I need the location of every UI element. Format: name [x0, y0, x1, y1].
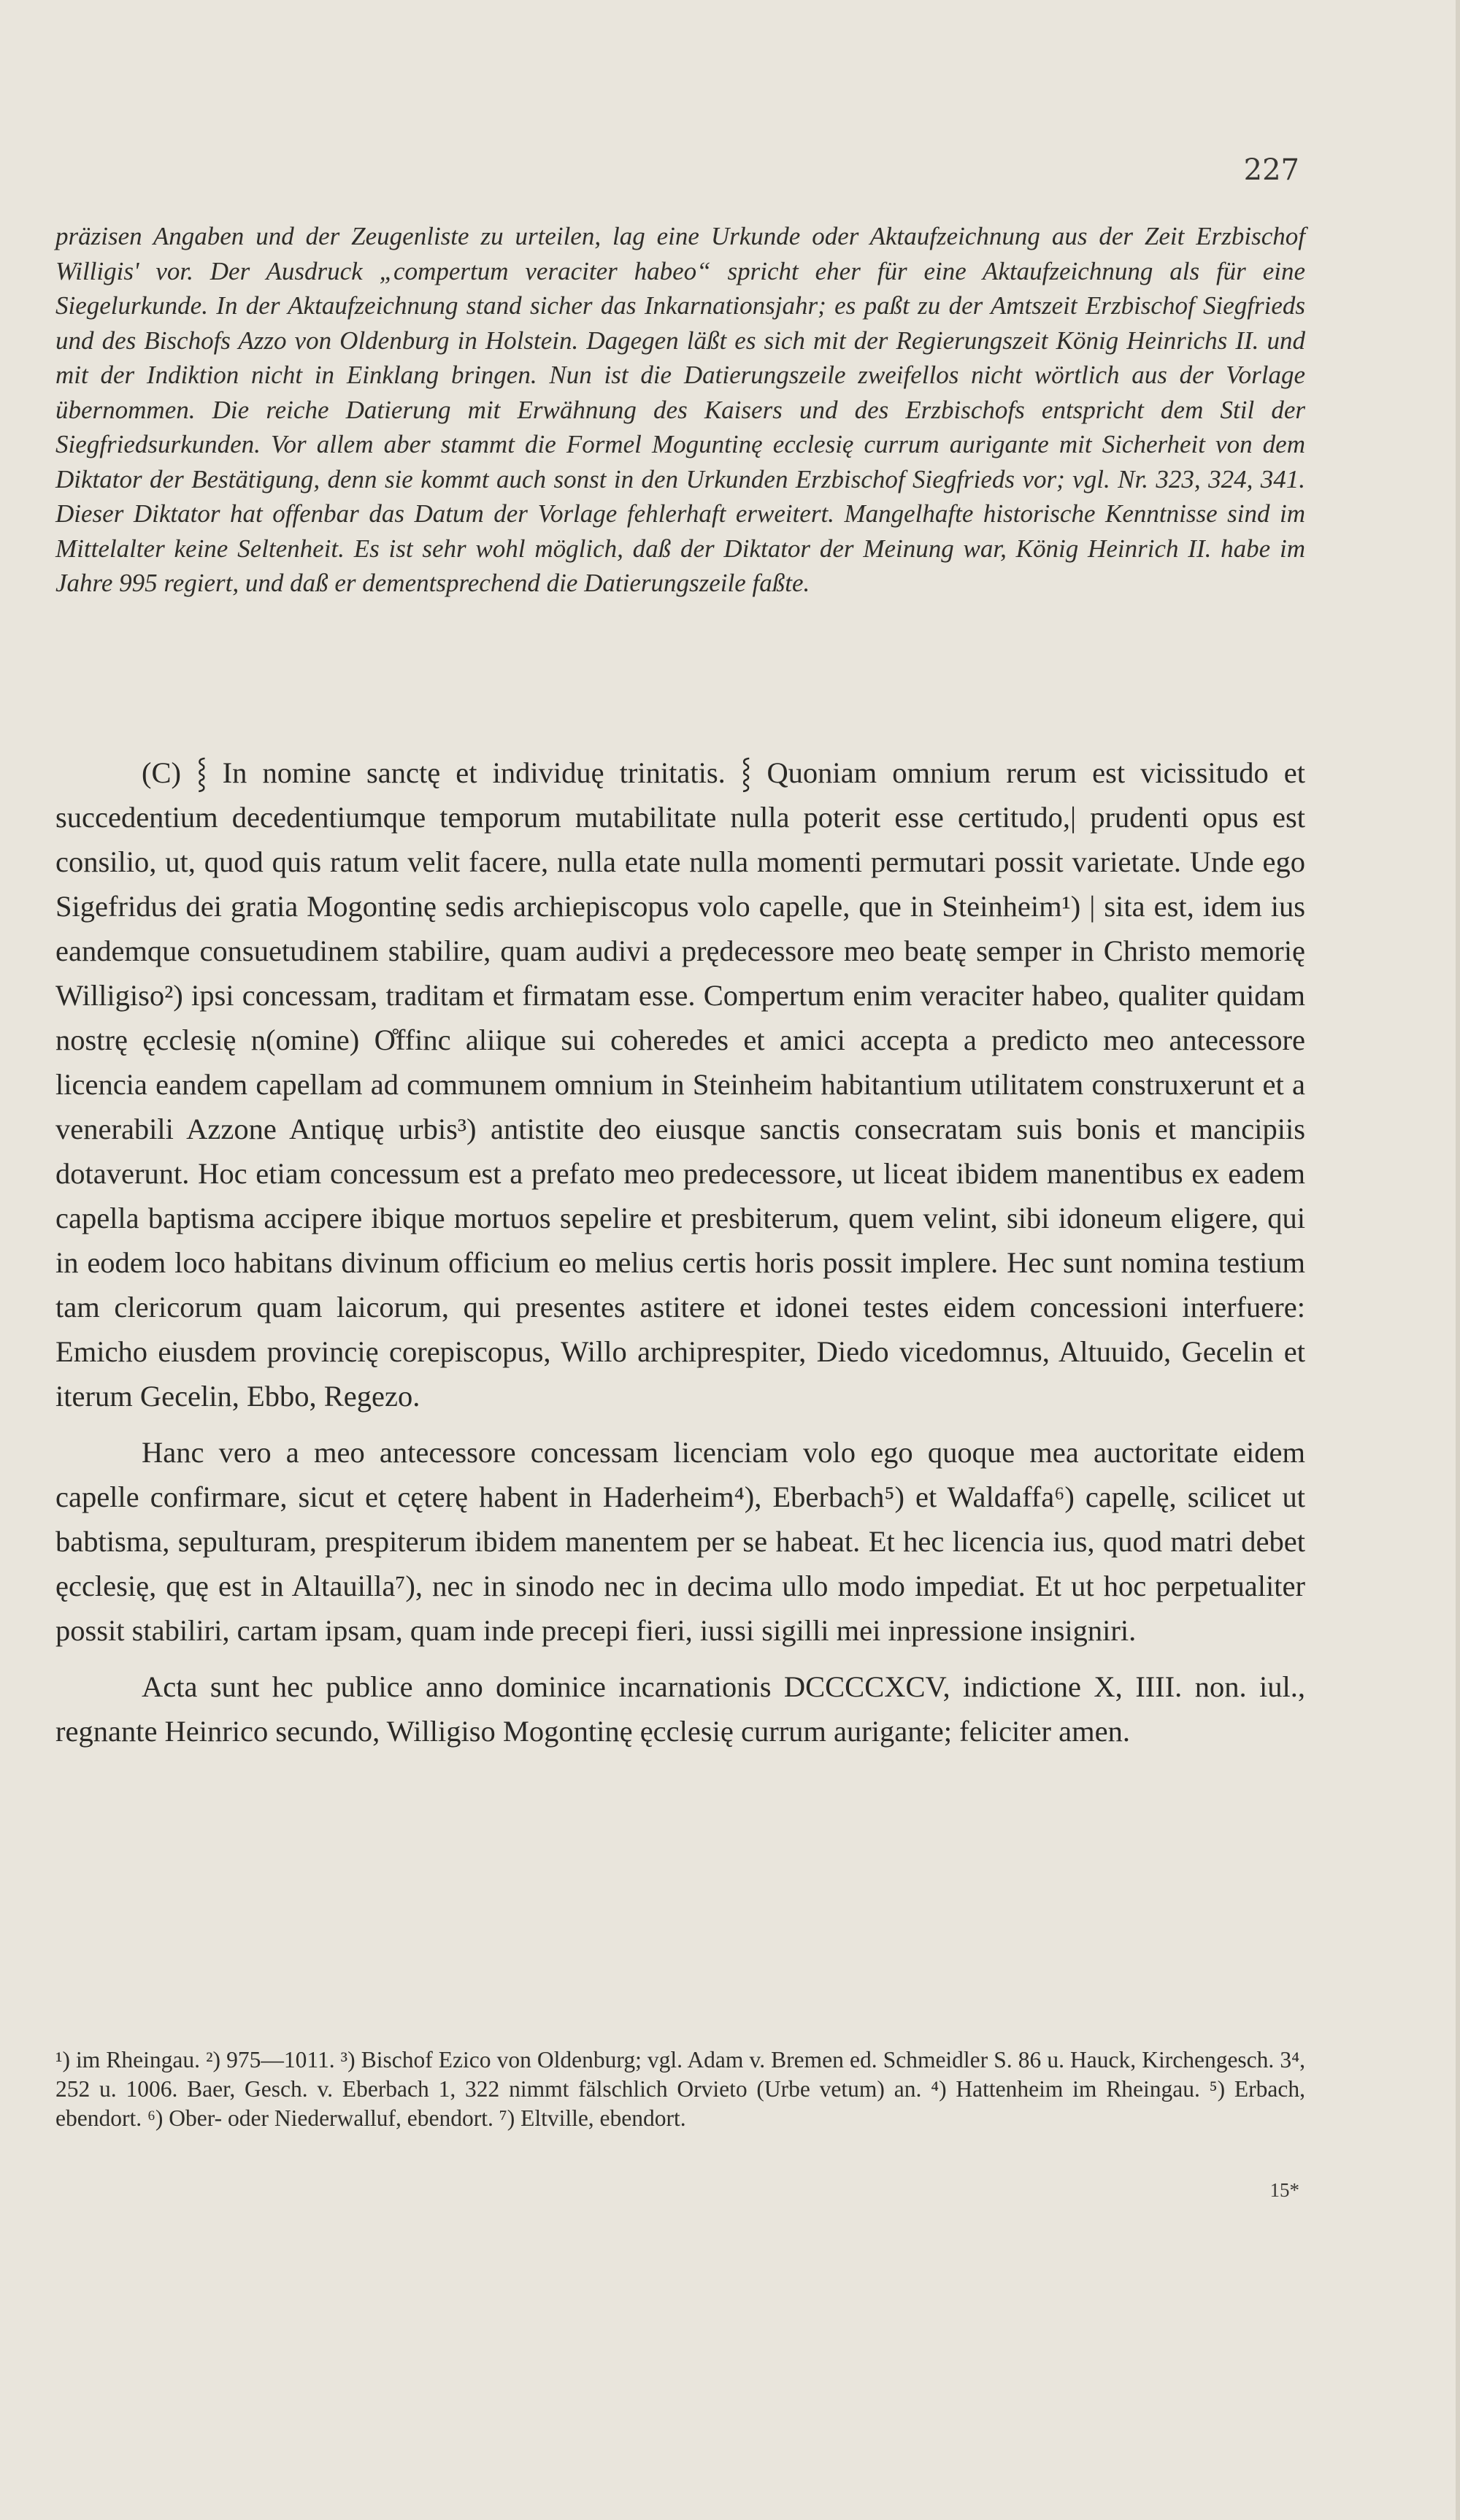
page-number: 227 — [1243, 153, 1299, 187]
commentary-paragraph: präzisen Angaben und der Zeugenliste zu urteilen, lag eine Urkunde oder Aktaufzeichnung aus der Zeit Erzbischof Willigis' vor. Der Ausdruck „compertum veraciter habeo“ spricht eher für eine Aktaufzeichnung als für eine Siegelurkunde. In der Aktaufzeichnung stand sicher das Inkarnationsjahr; es paßt zu der Amtszeit Erzbischof Siegfrieds und des Bischofs Azzo von Oldenburg in Holstein. Dagegen läßt es sich mit der Regierungszeit König Heinrichs II. und mit der Indiktion nicht in Einklang bringen. Nun ist die Datierungszeile zweifellos nicht wörtlich aus der Vorlage übernommen. Die reiche Datierung mit Erwähnung des Kaisers und des Erzbischofs entspricht dem Stil der Siegfriedsurkunden. Vor allem aber stammt die Formel Moguntinę ecclesię currum aurigante mit Sicherheit von dem Diktator der Bestätigung, denn sie kommt auch sonst in den Urkunden Erzbischof Siegfrieds vor; vgl. Nr. 323, 324, 341. Dieser Diktator hat offenbar das Datum der Vorlage fehlerhaft erweitert. Mangelhafte historische Kenntnisse sind im Mittelalter keine Seltenheit. Es ist sehr wohl möglich, daß der Diktator der Meinung war, König Heinrich II. habe im Jahre 995 regiert, und daß er dementsprechend die Datierungszeile faßte. — [55, 222, 1305, 597]
charter-paragraph-2: Hanc vero a meo antecessore concessam licenciam volo ego quoque mea auctoritate eidem capelle confirmare, sicut et cęterę habent in Haderheim⁴), Eberbach⁵) et Waldaffa⁶) capellę, scilicet ut babtisma, sepulturam, prespiterum ibidem manentem per se habeat. Et hec licencia ius, quod matri debet ęcclesię, quę est in Altauilla⁷), nec in sinodo nec in decima ullo modo impediat. Et ut hoc perpetualiter possit stabiliri, cartam ipsam, quam inde precepi fieri, iussi sigilli mei inpressione insigniri. — [55, 1436, 1305, 1647]
footnotes — [55, 2045, 1305, 2133]
sheet-signature: 15* — [1269, 2179, 1299, 2201]
footnotes-text: ¹) im Rheingau. ²) 975—1011. ³) Bischof Ezico von Oldenburg; vgl. Adam v. Bremen ed. Schmeidler S. 86 u. Hauck, Kirchengesch. 3⁴, 252 u. 1006. Baer, Gesch. v. Eberbach 1, 322 nimmt fälschlich Orvieto (Urbe vetum) an. ⁴) Hattenheim im Rheingau. ⁵) Erbach, ebendort. ⁶) Ober- oder Niederwalluf, ebendort. ⁷) Eltville, ebendort. — [55, 2047, 1305, 2131]
editorial-commentary — [55, 219, 1305, 601]
charter-paragraph-3: Acta sunt hec publice anno dominice incarnationis DCCCCXCV, indictione X, IIII. non. iul., regnante Heinrico secundo, Willigiso Mogontinę ęcclesię currum aurigante; feliciter amen. — [55, 1670, 1305, 1748]
charter-text — [55, 750, 1305, 1753]
page-edge — [1456, 0, 1460, 2520]
charter-paragraph-1: (C) ⸾ In nomine sanctę et individuę trinitatis. ⸾ Quoniam omnium rerum est vicissitudo et succedentium decedentiumque temporum mutabilitate nulla poterit esse certitudo,| prudenti opus est consilio, ut, quod quis ratum velit facere, nulla etate nulla momenti permutari possit varietate. Unde ego Sigefridus dei gratia Mogontinę sedis archiepiscopus volo capelle, que in Steinheim¹) | sita est, idem ius eandemque consuetudinem stabilire, quam audivi a prędecessore meo beatę semper in Christo memorię Willigiso²) ipsi concessam, traditam et firmatam esse. Compertum enim veraciter habeo, qualiter quidam nostrę ęcclesię n(omine) O̊ffinc aliique sui coheredes et amici accepta a predicto meo antecessore licencia eandem capellam ad communem omnium in Steinheim habitantium utilitatem construxerunt et a venerabili Azzone Antiquę urbis³) antistite deo eiusque sanctis consecratam suis bonis et mancipiis dotaverunt. Hoc etiam concessum est a prefato meo predecessore, ut liceat ibidem manentibus ex eadem capella baptisma accipere ibique mortuos sepelire et presbiterum, quem velint, sibi idoneum eligere, qui in eodem loco habitans divinum officium eo melius certis horis possit implere. Hec sunt nomina testium tam clericorum quam laicorum, qui presentes astitere et idonei testes eidem concessioni interfuere: Emicho eiusdem provincię corepiscopus, Willo archiprespiter, Diedo vicedomnus, Altuuido, Gecelin et iterum Gecelin, Ebbo, Regezo. — [55, 756, 1305, 1413]
